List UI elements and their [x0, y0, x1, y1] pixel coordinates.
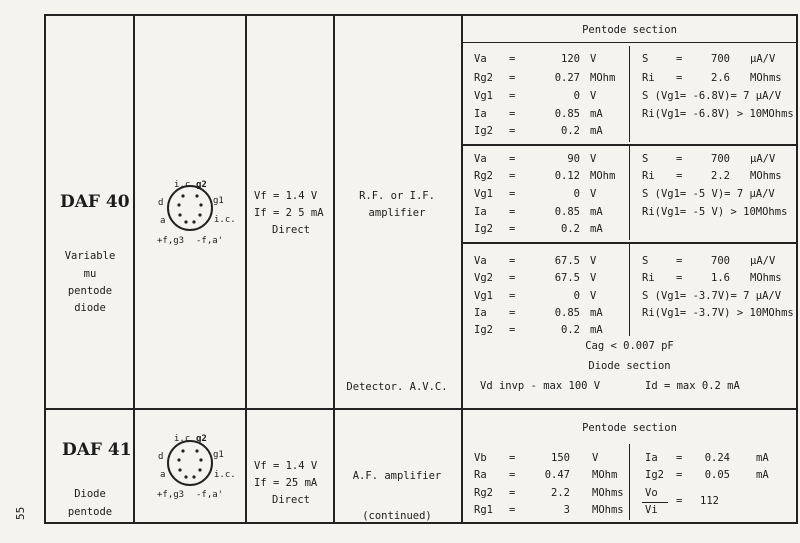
param-unit: MOhms — [592, 504, 624, 516]
param-name: Rg1 — [474, 504, 493, 516]
param-eq: = — [676, 272, 683, 284]
param-eq: = — [509, 290, 516, 302]
param-eq: = — [509, 469, 516, 481]
param-value: 0 — [573, 90, 580, 102]
param-value: 0.85 — [554, 206, 580, 218]
param-name: Va — [474, 53, 487, 65]
param-unit: mA — [590, 206, 603, 218]
param-name: Ia — [474, 108, 487, 120]
param-unit: V — [590, 90, 597, 102]
param-value: 120 — [561, 53, 580, 65]
param-name: Vg1 — [474, 90, 493, 102]
pin-label: -f,a' — [196, 236, 224, 246]
tube-type-line: pentode — [67, 506, 113, 518]
param-value: 0.2 — [561, 125, 580, 137]
param-eq: = — [676, 53, 683, 65]
param-name: Ig2 — [474, 125, 493, 137]
param-line: S (Vg1= -5 V)= 7 µA/V — [642, 188, 775, 200]
param-value: 0.2 — [561, 223, 580, 235]
param-unit: V — [590, 290, 597, 302]
param-name: S — [642, 255, 649, 267]
tube-type-line: Diode — [74, 488, 106, 500]
param-unit: V — [590, 188, 597, 200]
param-eq: = — [676, 469, 683, 481]
application-amplifier: amplifier — [368, 207, 426, 219]
param-value: 700 — [711, 255, 730, 267]
param-unit: µA/V — [750, 53, 776, 65]
param-unit: MOhms — [750, 272, 782, 284]
param-name: Ig2 — [645, 469, 664, 481]
param-eq: = — [509, 504, 516, 516]
param-value: 0.12 — [554, 170, 580, 182]
param-unit: µA/V — [750, 255, 776, 267]
param-line: Ri(Vg1= -5 V) > 10MOhms — [642, 206, 788, 218]
param-eq: = — [509, 223, 516, 235]
pin-label: g2 — [196, 180, 207, 190]
application-detector: Detector. A.V.C. — [346, 381, 448, 393]
param-unit: MOhm — [590, 72, 616, 84]
param-value: 90 — [567, 153, 580, 165]
param-name: Ri — [642, 72, 655, 84]
param-eq: = — [509, 188, 516, 200]
param-line: Ri(Vg1= -6.8V) > 10MOhms — [642, 108, 794, 120]
heater-current: If = 2 5 mA — [254, 207, 324, 219]
param-name: Rg2 — [474, 72, 493, 84]
cag-value: Cag < 0.007 pF — [585, 340, 674, 352]
diode-voltage: Vd invp - max 100 V — [480, 380, 601, 392]
ratio-denominator: Vi — [645, 504, 658, 516]
param-eq: = — [509, 153, 516, 165]
param-unit: V — [590, 255, 597, 267]
param-value: 1.6 — [711, 272, 730, 284]
param-eq: = — [509, 272, 516, 284]
param-unit: mA — [756, 469, 769, 481]
pin-label: i.c. — [214, 470, 236, 480]
param-unit: mA — [590, 223, 603, 235]
diode-section-title: Diode section — [588, 360, 671, 372]
param-unit: MOhm — [592, 469, 618, 481]
param-unit: mA — [590, 307, 603, 319]
param-value: 2.6 — [711, 72, 730, 84]
page-number: 55 — [14, 506, 27, 520]
pin-label: g2 — [196, 434, 207, 444]
tube-type-line: diode — [74, 302, 106, 314]
param-value: 67.5 — [554, 255, 580, 267]
pin-label: g1 — [213, 196, 224, 206]
pentode-section-title: Pentode section — [582, 24, 677, 36]
param-eq: = — [509, 72, 516, 84]
param-eq: = — [676, 452, 683, 464]
param-name: Ia — [474, 206, 487, 218]
param-unit: V — [592, 452, 599, 464]
param-value: 0.47 — [544, 469, 570, 481]
ratio-value: 112 — [700, 495, 719, 507]
param-value: 2.2 — [551, 487, 570, 499]
param-name: Ri — [642, 170, 655, 182]
heater-mode: Direct — [272, 224, 310, 236]
pin-label: +f,g3 — [157, 490, 185, 500]
param-unit: MOhm — [590, 170, 616, 182]
pin-label: d — [158, 452, 164, 462]
param-eq: = — [509, 206, 516, 218]
param-value: 700 — [711, 153, 730, 165]
param-eq: = — [676, 495, 683, 507]
param-eq: = — [676, 72, 683, 84]
param-value: 3 — [563, 504, 570, 516]
diode-current: Id = max 0.2 mA — [645, 380, 740, 392]
param-unit: MOhms — [750, 170, 782, 182]
param-value: 2.2 — [711, 170, 730, 182]
param-name: Ia — [645, 452, 658, 464]
param-name: S — [642, 153, 649, 165]
param-name: S — [642, 53, 649, 65]
param-value: 0.85 — [554, 108, 580, 120]
param-eq: = — [676, 153, 683, 165]
param-unit: mA — [590, 324, 603, 336]
param-name: Va — [474, 153, 487, 165]
param-eq: = — [509, 452, 516, 464]
param-unit: V — [590, 53, 597, 65]
param-value: 0.27 — [554, 72, 580, 84]
param-value: 0.2 — [561, 324, 580, 336]
ratio-numerator: Vo — [645, 487, 658, 499]
param-name: Vg2 — [474, 272, 493, 284]
param-name: Ri — [642, 272, 655, 284]
pin-label: +f,g3 — [157, 236, 185, 246]
param-unit: µA/V — [750, 153, 776, 165]
param-unit: mA — [590, 108, 603, 120]
heater-current: If = 25 mA — [254, 477, 318, 489]
pin-label: i.c — [174, 434, 191, 444]
pentode-section-title: Pentode section — [582, 422, 677, 434]
param-eq: = — [509, 108, 516, 120]
param-unit: mA — [756, 452, 769, 464]
param-value: 0.85 — [554, 307, 580, 319]
tube-type-line: Variable — [64, 250, 116, 262]
param-name: Va — [474, 255, 487, 267]
application-continued: (continued) — [362, 510, 432, 522]
param-eq: = — [509, 170, 516, 182]
pin-label: a — [160, 470, 166, 480]
param-value: 0.24 — [704, 452, 730, 464]
param-eq: = — [509, 255, 516, 267]
application-af: A.F. amplifier — [352, 470, 442, 482]
param-name: Ia — [474, 307, 487, 319]
param-value: 700 — [711, 53, 730, 65]
tube-name: DAF 40 — [60, 192, 130, 212]
param-name: Rg2 — [474, 170, 493, 182]
param-eq: = — [509, 125, 516, 137]
param-line: S (Vg1= -3.7V)= 7 µA/V — [642, 290, 782, 302]
param-eq: = — [509, 487, 516, 499]
param-name: Vg1 — [474, 290, 493, 302]
param-value: 150 — [551, 452, 570, 464]
heater-voltage: Vf = 1.4 V — [254, 190, 318, 202]
ratio-bar — [642, 502, 668, 503]
pin-label: i.c — [174, 180, 191, 190]
param-unit: mA — [590, 125, 603, 137]
param-eq: = — [509, 307, 516, 319]
pin-label: i.c. — [214, 215, 236, 225]
tube-type-line: mu — [83, 268, 97, 280]
param-value: 0 — [573, 188, 580, 200]
param-name: Ig2 — [474, 223, 493, 235]
param-eq: = — [509, 324, 516, 336]
param-name: Ig2 — [474, 324, 493, 336]
param-name: Vb — [474, 452, 487, 464]
tube-type-line: pentode — [67, 285, 113, 297]
param-eq: = — [509, 90, 516, 102]
heater-mode: Direct — [272, 494, 310, 506]
pin-label: g1 — [213, 450, 224, 460]
param-eq: = — [509, 53, 516, 65]
param-line: Ri(Vg1= -3.7V) > 10MOhms — [642, 307, 794, 319]
param-unit: MOhms — [592, 487, 624, 499]
application-rf: R.F. or I.F. — [359, 190, 435, 202]
param-name: Rg2 — [474, 487, 493, 499]
param-value: 67.5 — [554, 272, 580, 284]
param-eq: = — [676, 170, 683, 182]
pin-label: -f,a' — [196, 490, 224, 500]
param-value: 0.05 — [704, 469, 730, 481]
heater-voltage: Vf = 1.4 V — [254, 460, 318, 472]
pin-label: d — [158, 198, 164, 208]
tube-name: DAF 41 — [62, 440, 132, 460]
param-line: S (Vg1= -6.8V)= 7 µA/V — [642, 90, 782, 102]
param-eq: = — [676, 255, 683, 267]
param-name: Ra — [474, 469, 487, 481]
param-unit: V — [590, 153, 597, 165]
pin-label: a — [160, 216, 166, 226]
param-unit: V — [590, 272, 597, 284]
param-unit: MOhms — [750, 72, 782, 84]
param-name: Vg1 — [474, 188, 493, 200]
param-value: 0 — [573, 290, 580, 302]
